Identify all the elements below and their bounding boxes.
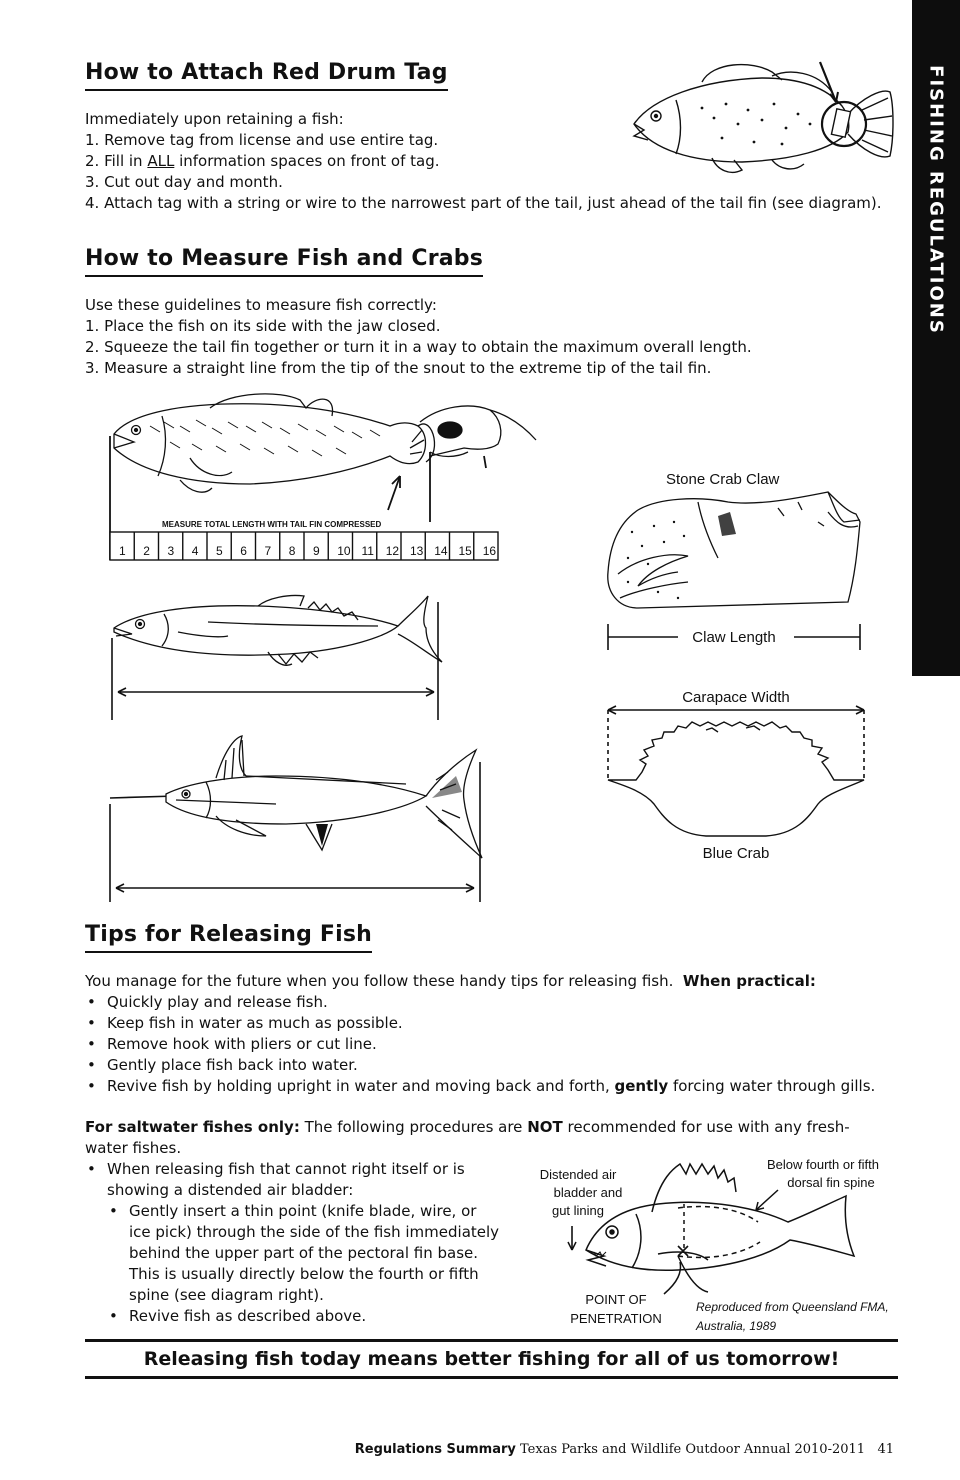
air-bladder-diagram	[528, 1152, 908, 1338]
red-drum-intro: Immediately upon retaining a fish:	[85, 110, 344, 128]
procedure-subitem: • Revive fish as described above.	[107, 1306, 525, 1327]
bass-measuring-illustration	[100, 392, 540, 568]
section-red-drum-tag	[85, 60, 448, 91]
procedure-subitem: • Gently insert a thin point (knife blade, wire, or ice pick) through the side of the fish immediately behind the upper part of the pectoral fin base. This is usually directly below the fourth or fifth spine (see diagram right).	[107, 1201, 525, 1306]
section-side-tab	[912, 0, 960, 676]
ruler-tick-label: 7	[264, 544, 272, 558]
red-drum-step-1: 1. Remove tag from license and use entire tag.	[85, 131, 439, 149]
distended-label-3: gut lining	[551, 1203, 605, 1218]
footer-bold: Regulations Summary	[354, 1442, 516, 1457]
page-number: 41	[877, 1442, 894, 1457]
red-drum-heading: How to Attach Red Drum Tag	[85, 60, 448, 91]
ruler-tick-label: 10	[337, 544, 351, 558]
stone-crab-claw-label: Stone Crab Claw	[666, 471, 780, 488]
ruler-caption: MEASURE TOTAL LENGTH WITH TAIL FIN COMPRESSED	[162, 520, 382, 529]
tip-item: • Revive fish by holding upright in water and moving back and forth, gently forcing water through gills.	[85, 1076, 905, 1097]
carapace-width-label: Carapace Width	[682, 689, 790, 706]
ruler-tick-label: 14	[434, 544, 448, 558]
reproduced-label-2: Australia, 1989	[696, 1319, 777, 1333]
red-drum-illustration	[622, 58, 908, 198]
ruler-tick-label: 8	[288, 544, 296, 558]
tip-item: • Remove hook with pliers or cut line.	[85, 1034, 905, 1055]
ruler-tick-label: 5	[216, 544, 223, 558]
releasing-heading: Tips for Releasing Fish	[85, 922, 372, 953]
red-drum-step-4: 4. Attach tag with a string or wire to the narrowest part of the tail, just ahead of the tail fin (see diagram).	[85, 194, 882, 212]
ruler-tick-label: 1	[119, 544, 126, 558]
reproduced-label-1: Reproduced from Queensland FMA,	[696, 1300, 889, 1314]
point-label-2: PENETRATION	[570, 1311, 662, 1326]
distended-label-2: bladder and	[553, 1185, 623, 1200]
measure-step-3: 3. Measure a straight line from the tip of the snout to the extreme tip of the tail fin.	[85, 359, 712, 377]
measure-steps	[85, 295, 752, 379]
footer-text: Texas Parks and Wildlife Outdoor Annual 2010-2011	[515, 1442, 866, 1457]
blue-crab-label: Blue Crab	[702, 845, 770, 862]
measure-heading: How to Measure Fish and Crabs	[85, 246, 483, 277]
mackerel-illustration	[108, 592, 448, 724]
below-spine-label-2: dorsal fin spine	[787, 1175, 875, 1190]
ruler-tick-label: 6	[240, 544, 247, 558]
distended-label-1: Distended air	[539, 1167, 617, 1182]
ruler-tick-label: 11	[361, 544, 374, 558]
tips-list	[85, 992, 905, 1097]
ruler-tick-label: 12	[385, 544, 400, 558]
saltwater-procedures	[85, 1159, 525, 1327]
claw-length-label: Claw Length	[692, 629, 776, 646]
point-label-1: POINT OF	[585, 1292, 647, 1307]
closing-banner-text: Releasing fish today means better fishing for all of us tomorrow!	[143, 1348, 840, 1370]
red-drum-step-3: 3. Cut out day and month.	[85, 173, 283, 191]
ruler-tick-label: 2	[143, 544, 150, 558]
releasing-tips	[85, 971, 905, 1097]
tip-item: • Keep fish in water as much as possible.	[85, 1013, 905, 1034]
blue-crab-illustration	[596, 684, 876, 866]
measure-step-1: 1. Place the fish on its side with the jaw closed.	[85, 317, 441, 335]
measure-intro: Use these guidelines to measure fish correctly:	[85, 296, 437, 314]
saltwater-line-1: For saltwater fishes only: The following procedures are NOT recommended for use with any fresh-	[85, 1118, 850, 1136]
section-measure	[85, 246, 483, 277]
measure-step-2: 2. Squeeze the tail fin together or turn it in a way to obtain the maximum overall length.	[85, 338, 752, 356]
ruler-tick-label: 15	[458, 544, 472, 558]
ruler-tick-label: 16	[482, 544, 497, 558]
procedure-item: • When releasing fish that cannot right itself or is showing a distended air bladder: • Gently insert a thin point (knife blade, wire, or ice pick) through the side of the fish immediately behind the upper part of the pectoral fin base. This is usually directly below the fourth or fifth spine (see diagram right). • Revive fish as described above.	[85, 1159, 525, 1327]
ruler-tick-label: 3	[167, 544, 175, 558]
releasing-intro: You manage for the future when you follow these handy tips for releasing fish. When practical:	[85, 972, 816, 990]
ruler-tick-label: 13	[410, 544, 424, 558]
tip-item: • Quickly play and release fish.	[85, 992, 905, 1013]
ruler-tick-label: 4	[191, 544, 199, 558]
page-footer	[355, 1442, 894, 1457]
ruler-tick-label: 9	[313, 544, 320, 558]
ruler	[110, 532, 498, 560]
stone-crab-claw-illustration	[598, 462, 874, 658]
below-spine-label-1: Below fourth or fifth	[767, 1157, 879, 1172]
tip-item: • Gently place fish back into water.	[85, 1055, 905, 1076]
saltwater-line-2: water fishes.	[85, 1139, 182, 1157]
procedure-sublist	[107, 1201, 525, 1327]
closing-banner	[85, 1339, 898, 1379]
marlin-illustration	[106, 732, 486, 902]
red-drum-step-2: 2. Fill in ALL information spaces on front of tag.	[85, 152, 440, 170]
side-tab-label: FISHING REGULATIONS	[925, 65, 947, 335]
section-releasing	[85, 922, 372, 953]
